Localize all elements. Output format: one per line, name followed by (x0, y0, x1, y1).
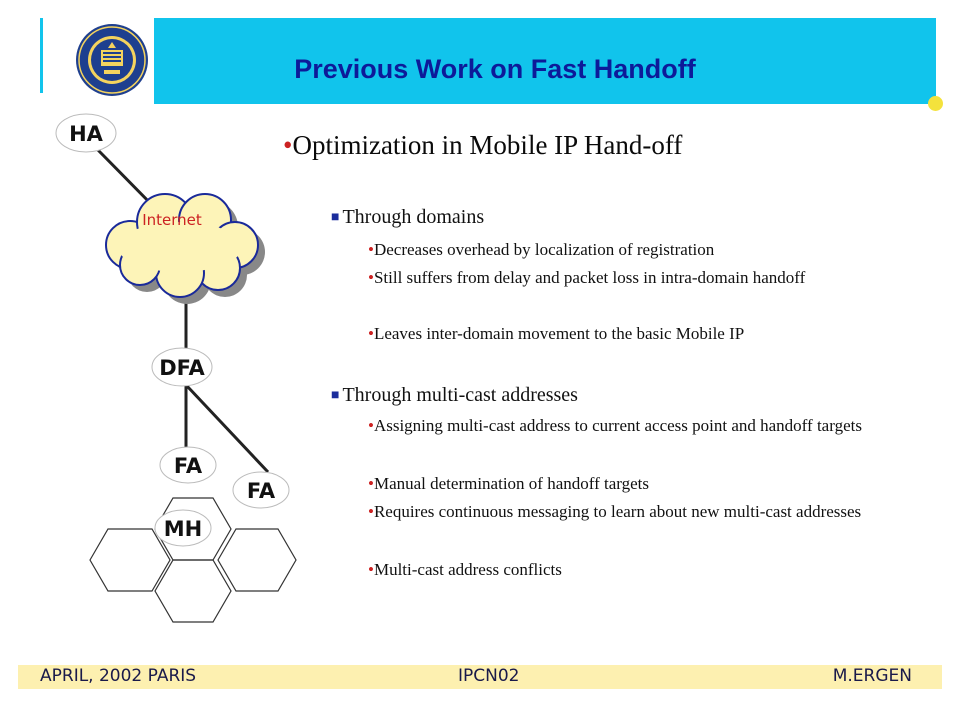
bullet-marker: • (368, 502, 374, 521)
list-item-text: Assigning multi-cast address to current access point and handoff targets (373, 416, 862, 435)
footer-bar (18, 665, 942, 689)
node-mh-label: MH (163, 517, 203, 541)
bullet-marker: • (283, 130, 293, 160)
list-item (368, 266, 940, 290)
section-title: Through multi-cast addresses (342, 384, 578, 406)
main-heading (283, 130, 682, 161)
main-heading-text: Optimization in Mobile IP Hand-off (292, 130, 683, 160)
list-item-text: Leaves inter-domain movement to the basic Mobile IP (373, 324, 745, 343)
footer-date: APRIL, 2002 PARIS (40, 666, 197, 686)
bullet-marker: • (368, 416, 374, 435)
list-item-text: Decreases overhead by localization of registration (373, 240, 715, 259)
bullet-marker: • (368, 474, 374, 493)
list-item-text: Multi-cast address conflicts (373, 560, 562, 579)
slide-title: Previous Work on Fast Handoff (294, 54, 696, 84)
internet-label: Internet (142, 211, 202, 229)
bullet-marker: • (368, 268, 374, 287)
list-item (368, 472, 940, 496)
section-heading-domains (331, 206, 484, 229)
footer-event: IPCN02 (458, 666, 520, 686)
node-dfa-label: DFA (159, 356, 205, 380)
footer-author: M.ERGEN (832, 666, 912, 686)
list-item (368, 238, 940, 262)
list-item-text: Requires continuous messaging to learn about new multi-cast addresses (373, 502, 862, 521)
list-item (368, 322, 940, 346)
list-item (368, 414, 940, 438)
bullet-marker: • (368, 240, 374, 259)
square-bullet-icon: ■ (331, 388, 340, 403)
list-item (368, 558, 940, 582)
section-heading-multicast (331, 384, 578, 407)
list-item (368, 500, 940, 524)
bullet-marker: • (368, 560, 374, 579)
list-item-text: Still suffers from delay and packet loss in intra-domain handoff (373, 268, 806, 287)
node-fa-left-label: FA (173, 454, 203, 478)
section-title: Through domains (342, 206, 485, 228)
square-bullet-icon: ■ (331, 210, 340, 225)
node-fa-right-label: FA (246, 479, 276, 503)
node-ha-label: HA (69, 122, 103, 146)
bullet-marker: • (368, 324, 374, 343)
list-item-text: Manual determination of handoff targets (373, 474, 650, 493)
